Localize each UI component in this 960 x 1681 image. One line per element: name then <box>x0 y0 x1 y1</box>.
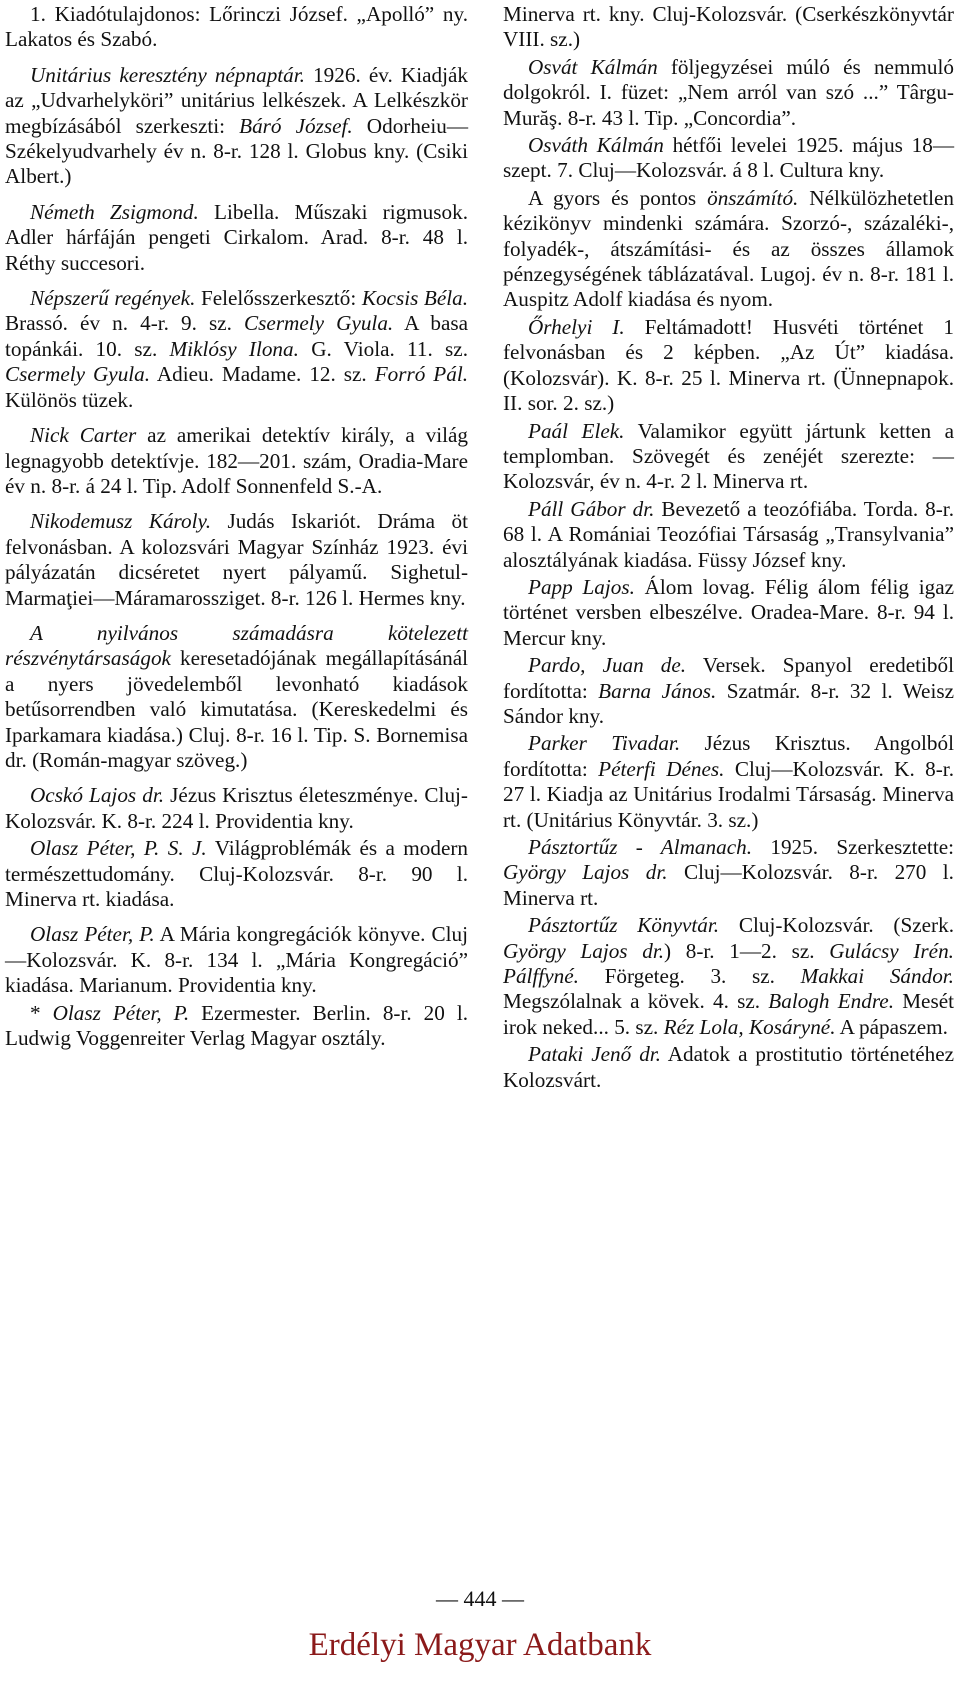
entry-text: Bevezető a teozófiába. Torda. 8-r. 68 l. A Romániai Teozófiai Társaság „Transylvania” alosztályának kiadása. Füssy József kny. <box>503 496 954 572</box>
entry-text: Különös tüzek. <box>5 387 134 412</box>
entry-text: Cluj-Kolozsvár. (Szerk. <box>719 913 955 938</box>
entry-text: az amerikai detektív király, a világ legnagyobb detektívje. 182—201. szám, Oradia-Mare év n. 8-r. á 24 l. Tip. Adolf Sonnenfeld S.-A. <box>5 423 468 498</box>
entry-author-title: Parker Tivadar. <box>528 731 681 756</box>
entry-author-title: Unitárius keresztény népnaptár. <box>30 62 305 87</box>
bibliography-entry <box>503 1042 954 1093</box>
entry-author-title: Németh Zsigmond. <box>30 199 199 224</box>
bibliography-entry <box>5 200 468 276</box>
entry-text: A Mária kongregációk könyve. Cluj—Kolozsvár. K. 8-r. 134 l. „Mária Kongregáció” kiadása. Marianum. Providentia kny. <box>5 922 469 998</box>
entry-text: Ezermester. Berlin. 8-r. 20 l. Ludwig Voggenreiter Verlag Magyar osztály. <box>5 1000 469 1051</box>
entry-text: Odorheiu—Székelyudvarhely év n. 8-r. 128 l. Globus kny. (Csiki Albert.) <box>5 113 469 189</box>
entry-text: Cluj—Kolozsvár. 8-r. 270 l. Minerva rt. <box>503 860 954 910</box>
bibliography-entry <box>503 653 954 729</box>
entry-author-title: önszámító. <box>707 185 799 210</box>
entry-text: Szatmár. 8-r. 32 l. Weisz Sándor kny. <box>503 678 954 728</box>
bibliography-entry <box>5 836 468 912</box>
entry-text: A pápaszem. <box>835 1014 948 1039</box>
entry-text: Valamikor együtt jártunk ketten a templomban. Szövegét és zenéjét szerezte: — Kolozsvár, év n. 4-r. 2 l. Minerva rt. <box>503 418 954 494</box>
bibliography-entry <box>503 133 954 184</box>
entry-text: keresetadójának megállapításánál a nyers jövedelemből levonható kiadások betűsorrendben való kimutatása. (Kereskedelmi és Iparkamara kiadása.) Cluj. 8-r. 16 l. Tip. S. Bornemisa dr. (Román-magyar szöveg.) <box>5 646 468 772</box>
bibliography-entry <box>5 63 468 190</box>
bibliography-entry <box>5 922 468 998</box>
entry-author-title: Pataki Jenő dr. <box>528 1042 661 1067</box>
entry-author-title: Pardo, Juan de. <box>528 653 687 678</box>
entry-author-title: Olasz Péter, P. <box>30 922 155 947</box>
entry-author-title: Ocskó Lajos dr. <box>30 783 165 808</box>
entry-text: Mesét irok neked... 5. sz. <box>503 989 955 1039</box>
entry-author-title: György Lajos dr. <box>503 860 668 885</box>
entry-text: Feltámadott! Husvéti történet 1 felvonásban és 2 képben. „Az Út” kiadása. (Kolozsvár). K. 8-r. 25 l. Minerva rt. (Ünnepnapok. II. sor. 2. sz.) <box>503 314 954 416</box>
bibliography-entry <box>503 731 954 833</box>
right-column <box>503 2 954 1095</box>
bibliography-entry <box>503 497 954 573</box>
entry-text: * <box>30 1000 53 1025</box>
bibliography-entry <box>5 621 468 773</box>
entry-text: hétfői levelei 1925. május 18—szept. 7. Cluj—Kolozsvár. á 8 l. Cultura kny. <box>503 133 955 183</box>
entry-text: Jézus Krisztus életeszménye. Cluj-Kolozsvár. K. 8-r. 224 l. Providentia kny. <box>5 783 468 833</box>
bibliography-entry <box>5 783 468 834</box>
page-number: — 444 — <box>436 1586 524 1611</box>
entry-author-title: Népszerű regények. <box>30 286 196 311</box>
entry-text: Versek. Spanyol eredetiből fordította: <box>503 653 954 703</box>
entry-text: G. Viola. 11. sz. <box>298 336 468 361</box>
entry-text: 1926. év. Kiadják az „Udvarhelyköri” unitárius lelkészek. A Lelkészkör megbízásából szerkeszti: <box>5 62 468 138</box>
entry-author-title: Miklósy Ilona. <box>169 336 299 361</box>
entry-text: Judás Iskariót. Dráma öt felvonásban. A kolozsvári Magyar Színház 1923. évi pályázatán dicséretet nyert pályamű. Sighetul-Marmaţiei—Máramarossziget. 8-r. 126 l. Hermes kny. <box>5 509 468 610</box>
entry-text: Adieu. Madame. 12. sz. <box>150 362 375 387</box>
bibliography-entry <box>503 575 954 651</box>
entry-text: Adatok a prostitutio történetéhez Kolozsvárt. <box>503 1042 954 1092</box>
entry-author-title: Paál Elek. <box>528 418 625 443</box>
bibliography-entry <box>5 509 468 611</box>
entry-text: Jézus Krisztus. Angolból fordította: <box>503 731 955 781</box>
entry-author-title: Pásztortűz Könyvtár. <box>528 913 720 938</box>
left-column <box>5 2 468 1061</box>
entry-text: följegyzései múló és nemmuló dolgokról. I. füzet: „Nem arról van szó ...” Târgu-Murăş. 8-r. 43 l. Tip. „Concordia”. <box>503 54 954 130</box>
bibliography-entry <box>503 186 954 313</box>
entry-author-title: Báró József. <box>239 113 353 138</box>
entry-author-title: György Lajos dr. <box>503 938 665 963</box>
entry-author-title: Osvát Kálmán <box>528 54 658 79</box>
entry-text: 1925. Szerkesztette: <box>752 835 954 859</box>
bibliography-entry <box>503 913 954 1040</box>
footer-watermark: Erdélyi Magyar Adatbank <box>308 1627 652 1663</box>
entry-author-title: Osváth Kálmán <box>528 133 664 158</box>
entry-author-title: Csermely Gyula. <box>244 311 394 336</box>
bibliography-entry <box>5 1001 468 1052</box>
entry-text: 1. Kiadótulajdonos: Lőrinczi József. „Apolló” ny. Lakatos és Szabó. <box>5 2 468 52</box>
entry-author-title: Olasz Péter, P. S. J. <box>30 836 207 861</box>
entry-text: Nélkülözhetetlen kézikönyv mindenki számára. Szorzó-, százaléki-, folyadék-, átszámítási- és az összes államok pénzegységének táblázatával. Lugoj. év n. 8-r. 181 l. Auspitz Adolf kiadása és nyom. <box>503 185 954 312</box>
entry-text: A gyors és pontos <box>528 185 708 210</box>
entry-author-title: Réz Lola, Kosáryné. <box>663 1014 836 1039</box>
bibliography-entry <box>5 2 468 53</box>
entry-author-title: Nikodemusz Károly. <box>30 509 212 534</box>
entry-text: Förgeteg. 3. sz. <box>578 964 801 989</box>
entry-author-title: A nyilvános számadásra kötelezett részvénytársaságok <box>5 620 468 671</box>
bibliography-entry <box>503 315 954 417</box>
entry-author-title: Kocsis Béla. <box>361 286 469 311</box>
entry-author-title: Pásztortűz - Almanach. <box>528 835 753 859</box>
entry-text: Megszólalnak a kövek. 4. sz. <box>503 989 769 1014</box>
entry-author-title: Páll Gábor dr. <box>528 496 655 521</box>
bibliography-entry <box>503 419 954 495</box>
entry-text: Libella. Műszaki rigmusok. Adler hárfáján pengeti Cirkalom. Arad. 8-r. 48 l. Réthy succesori. <box>5 199 469 275</box>
bibliography-entry <box>503 835 954 911</box>
bibliography-entry <box>503 2 954 53</box>
entry-text: Világproblémák és a modern természettudomány. Cluj-Kolozsvár. 8-r. 90 l. Minerva rt. kiadása. <box>5 836 468 911</box>
bibliography-entry <box>5 286 468 413</box>
entry-author-title: Makkai Sándor. <box>800 964 954 989</box>
entry-author-title: Péterfi Dénes. <box>598 756 725 781</box>
entry-author-title: Papp Lajos. <box>528 574 635 599</box>
bibliography-entry <box>5 423 468 499</box>
bibliography-entry <box>503 55 954 131</box>
entry-author-title: Balogh Endre. <box>768 989 894 1014</box>
entry-author-title: Gulácsy Irén. Pálffyné. <box>503 938 954 989</box>
entry-text: Cluj—Kolozsvár. K. 8-r. 27 l. Kiadja az Unitárius Irodalmi Társaság. Minerva rt. (Unitárius Könyvtár. 3. sz.) <box>503 756 954 832</box>
entry-text: ) 8-r. 1—2. sz. <box>664 938 830 963</box>
entry-author-title: Forró Pál. <box>374 362 468 387</box>
entry-text: A basa topánkái. 10. sz. <box>5 311 468 361</box>
entry-author-title: Őrhelyi I. <box>528 314 625 339</box>
entry-author-title: Olasz Péter, P. <box>52 1000 190 1025</box>
entry-author-title: Barna János. <box>598 678 717 703</box>
entry-text: Álom lovag. Félig álom félig igaz történet versben elbeszélve. Oradea-Mare. 8-r. 94 l. Mercur kny. <box>503 574 954 650</box>
entry-author-title: Nick Carter <box>30 423 137 448</box>
entry-text: Brassó. év n. 4-r. 9. sz. <box>5 311 245 336</box>
entry-text: Minerva rt. kny. Cluj-Kolozsvár. (Cserkészkönyvtár VIII. sz.) <box>503 2 954 52</box>
entry-text: Felelősszerkesztő: <box>195 286 362 311</box>
entry-author-title: Csermely Gyula. <box>5 362 151 387</box>
